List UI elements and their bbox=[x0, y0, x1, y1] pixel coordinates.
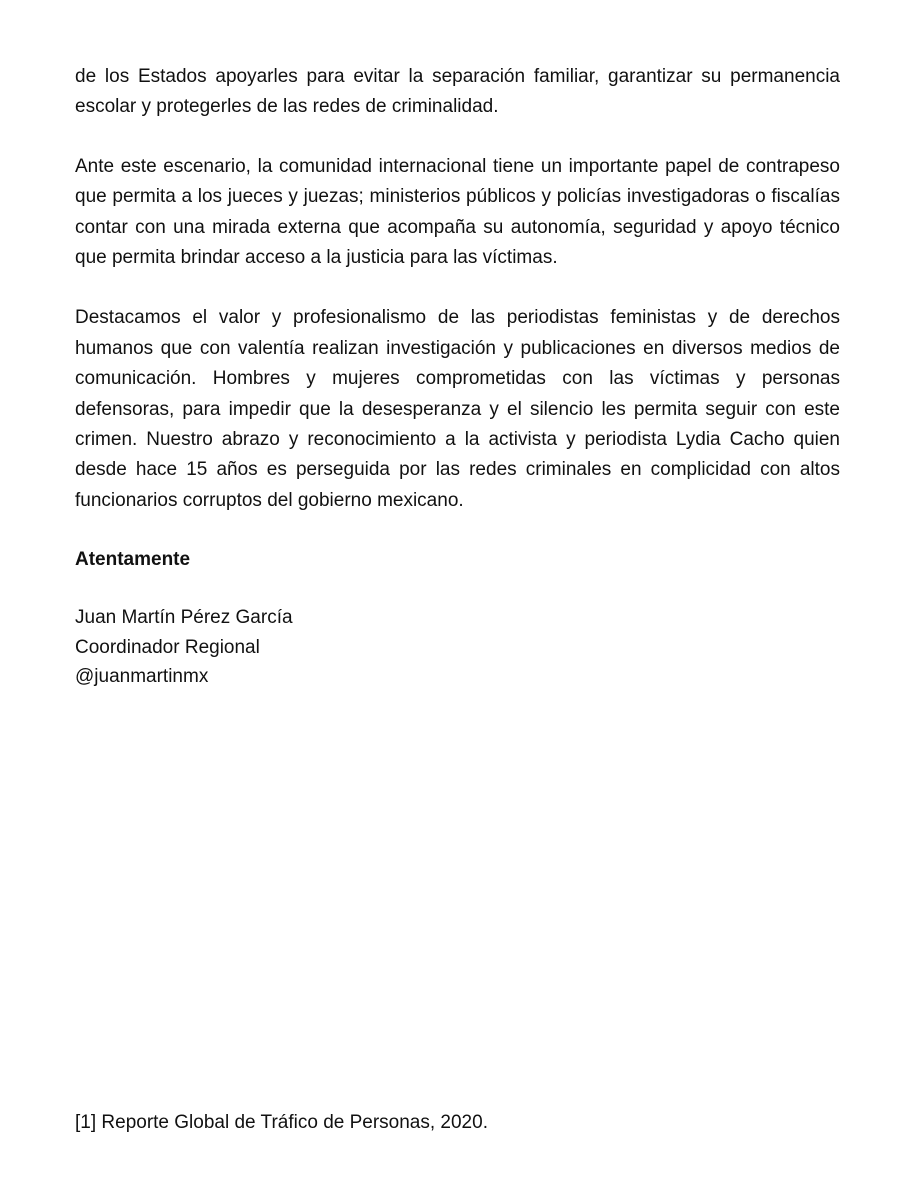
paragraph-international-community: Ante este escenario, la comunidad internacional tiene un importante papel de contrapeso que permita a los jueces y juezas; ministerios públicos y policías investigadoras o fiscalías contar con una mirada externa que acompaña su autonomía, seguridad y apoyo técnico que permita brindar acceso a la justicia para las víctimas. bbox=[75, 155, 840, 269]
letter-body bbox=[75, 62, 840, 692]
signature-handle: @juanmartinmx bbox=[75, 666, 209, 688]
signature-block bbox=[75, 603, 840, 692]
signature-title: Coordinador Regional bbox=[75, 636, 260, 658]
paragraph-journalists: Destacamos el valor y profesionalismo de las periodistas feministas y de derechos humanos que con valentía realizan investigación y publicaciones en diversos medios de comunicación. Hombres y mujeres comprometidas con las víctimas y personas defensoras, para impedir que la desesperanza y el silencio les permita seguir con este crimen. Nuestro abrazo y reconocimiento a la activista y periodista Lydia Cacho quien desde hace 15 años es perseguida por las redes criminales en complicidad con altos funcionarios corruptos del gobierno mexicano. bbox=[75, 307, 840, 511]
paragraph-family-separation: de los Estados apoyarles para evitar la separación familiar, garantizar su permanencia escolar y protegerles de las redes de criminalidad. bbox=[75, 66, 840, 118]
signature-name: Juan Martín Pérez García bbox=[75, 607, 293, 629]
closing-salutation: Atentamente bbox=[75, 549, 191, 571]
footnote: [1] Reporte Global de Tráfico de Personas, 2020. bbox=[75, 1112, 488, 1133]
